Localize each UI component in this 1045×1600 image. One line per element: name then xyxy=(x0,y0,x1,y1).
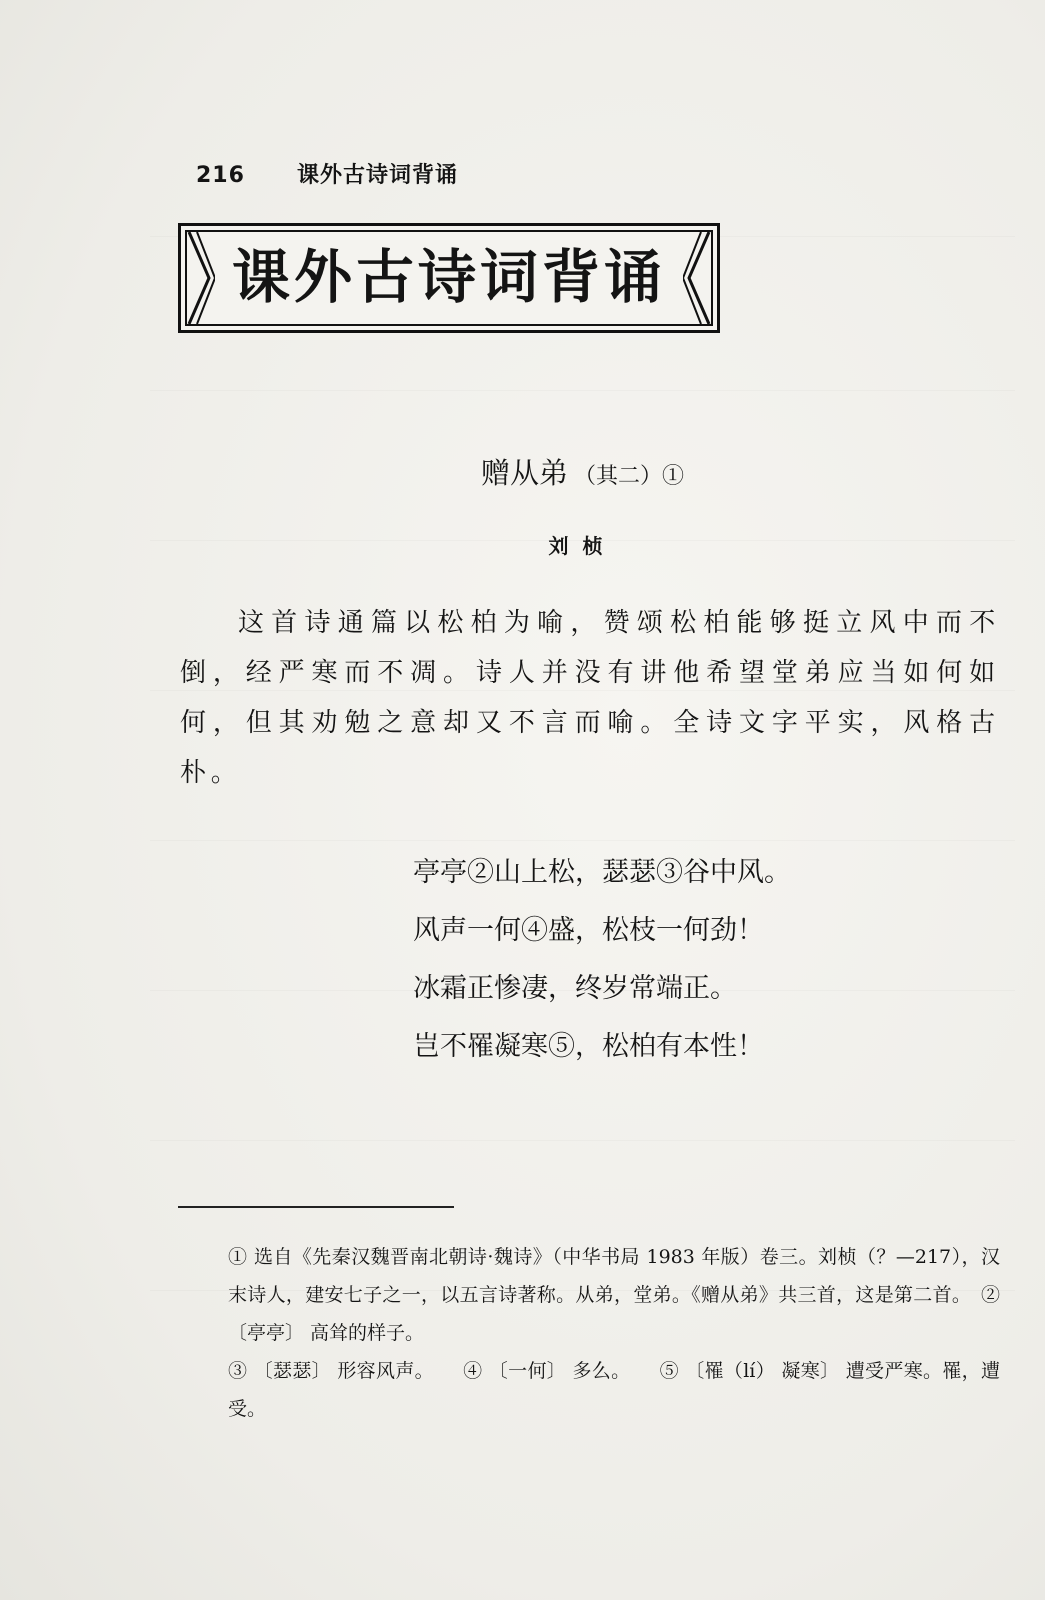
show-through-line xyxy=(150,840,1015,841)
show-through-line xyxy=(150,1140,1015,1141)
poem-line: 风声一何④盛，松枝一何劲！ xyxy=(413,915,764,946)
running-head-title: 课外古诗词背诵 xyxy=(296,163,458,188)
footnote-paragraph: ③ 〔瑟瑟〕 形容风声。 ④ 〔一何〕 多么。 ⑤ 〔罹（lí） 凝寒〕 遭受严寒。罹，遭受。 xyxy=(228,1360,1000,1420)
banner-title: 课外古诗词背诵 xyxy=(231,243,666,311)
footnote-paragraph: ① 选自《先秦汉魏晋南北朝诗·魏诗》（中华书局 1983 年版）卷三。刘桢（？—217），汉末诗人，建安七子之一，以五言诗著称。从弟，堂弟。《赠从弟》共三首，这是第二首。 ② 〔亭亭〕 高耸的样子。 xyxy=(228,1246,1000,1344)
poem-author: 刘桢 xyxy=(548,534,617,558)
running-head xyxy=(196,158,458,189)
poem-title-main: 赠从弟 xyxy=(480,456,568,490)
poem-line: 亭亭②山上松，瑟瑟③谷中风。 xyxy=(413,857,791,888)
poem-intro: 这首诗通篇以松柏为喻，赞颂松柏能够挺立风中而不倒，经严寒而不凋。诗人并没有讲他希望堂弟应当如何如何，但其劝勉之意却又不言而喻。全诗文字平实，风格古朴。 xyxy=(180,608,1000,788)
show-through-line xyxy=(150,390,1015,391)
page-number: 216 xyxy=(196,163,245,188)
poem-line: 岂不罹凝寒⑤，松柏有本性！ xyxy=(413,1031,764,1062)
footnote-divider xyxy=(178,1206,454,1208)
poem-title-suffix: （其二）① xyxy=(574,464,685,489)
footnotes xyxy=(228,1238,1000,1428)
poem-title xyxy=(0,455,1045,495)
poem-body xyxy=(413,844,791,1076)
poem-line: 冰霜正惨凄，终岁常端正。 xyxy=(413,973,737,1004)
section-banner xyxy=(178,223,720,333)
